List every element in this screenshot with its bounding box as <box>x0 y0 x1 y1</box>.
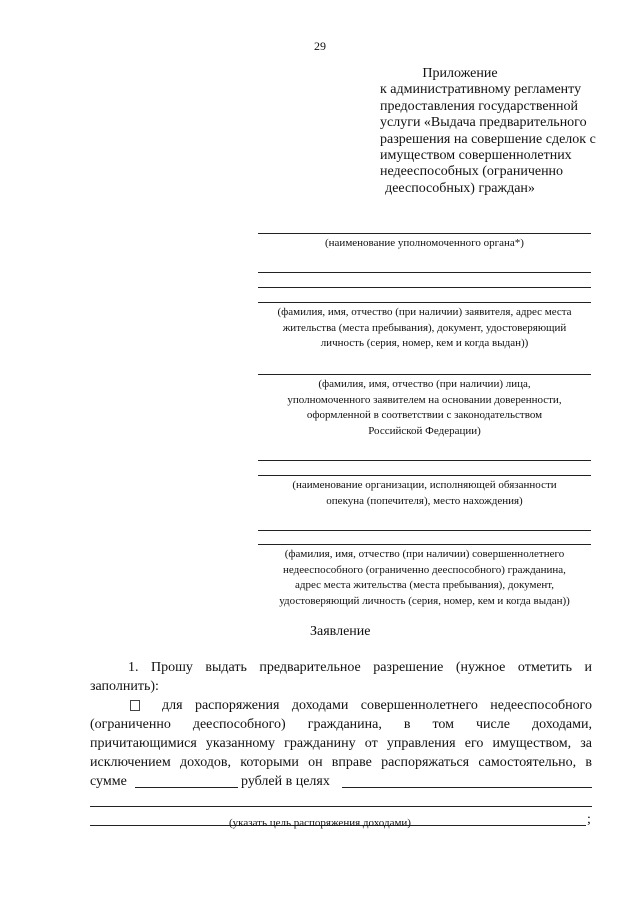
appendix-line: разрешения на совершение сделок с <box>380 131 596 147</box>
purpose-line[interactable] <box>90 806 592 807</box>
sum-field[interactable] <box>135 787 238 788</box>
appendix-header <box>380 66 596 197</box>
fill-line[interactable] <box>258 530 591 531</box>
representative-field[interactable] <box>258 374 591 439</box>
option-income <box>90 696 592 829</box>
ward-field[interactable] <box>258 530 591 609</box>
item-1 <box>90 658 592 696</box>
appendix-line: предоставления государственной <box>380 98 579 114</box>
representative-caption: (фамилия, имя, отчество (при наличии) лица, уполномоченного заявителем на основании доверенности, оформленной в соответствии с законодательством Российской Федерации) <box>287 378 562 437</box>
option-line: исключением доходов, которыми он вправе распоряжаться самостоятельно, в <box>90 755 592 770</box>
fill-line[interactable] <box>258 460 591 461</box>
end-mark: ; <box>587 812 591 827</box>
ward-caption: (фамилия, имя, отчество (при наличии) совершеннолетнего недееспособного (ограниченно дееспособного) гражданина, адрес места жительства (места пребывания), документ, удостоверяющий личность (серия, номер, кем и когда выдан)) <box>279 548 570 607</box>
fill-line[interactable] <box>258 374 591 375</box>
statement-title: Заявление <box>310 624 371 639</box>
sum-label: сумме <box>90 774 127 789</box>
fill-line[interactable] <box>258 287 591 288</box>
fill-line[interactable] <box>258 302 591 303</box>
fill-line[interactable] <box>258 475 591 476</box>
applicant-caption: (фамилия, имя, отчество (при наличии) заявителя, адрес места жительства (места пребывания), документ, удостоверяющий личность (серия, номер, кем и когда выдан)) <box>277 306 572 349</box>
authority-field[interactable] <box>258 233 591 252</box>
appendix-line: Приложение <box>422 66 498 81</box>
fill-line[interactable] <box>258 272 591 273</box>
item-1-line: заполнить): <box>90 679 159 694</box>
appendix-line: дееспособных) граждан» <box>385 180 535 196</box>
organization-field[interactable] <box>258 460 591 509</box>
purpose-field[interactable] <box>342 787 592 788</box>
appendix-line: услуги «Выдача предварительного <box>380 115 587 131</box>
option-checkbox[interactable] <box>130 700 140 711</box>
page-number: 29 <box>314 39 326 53</box>
applicant-field[interactable] <box>258 272 591 352</box>
authority-caption: (наименование уполномоченного органа*) <box>325 237 524 249</box>
item-1-line: 1. Прошу выдать предварительное разрешение (нужное отметить и <box>128 660 592 675</box>
appendix-line: имуществом совершеннолетних <box>380 148 572 164</box>
organization-caption: (наименование организации, исполняющей обязанности опекуна (попечителя), место нахождения) <box>292 479 557 507</box>
fill-line[interactable] <box>258 233 591 234</box>
appendix-line: к административному регламенту <box>380 82 582 98</box>
currency-label: рублей в целях <box>241 774 330 789</box>
option-line: для распоряжения доходами совершеннолетнего недееспособного <box>162 698 592 713</box>
appendix-line: недееспособных (ограниченно <box>380 164 564 180</box>
purpose-caption: (указать цель распоряжения доходами) <box>229 817 411 829</box>
option-line: причитающимися указанному гражданину от управления его имуществом, за <box>90 736 592 751</box>
fill-line[interactable] <box>258 544 591 545</box>
option-line: (ограниченно дееспособного) гражданина, в том числе доходами, <box>90 717 592 732</box>
